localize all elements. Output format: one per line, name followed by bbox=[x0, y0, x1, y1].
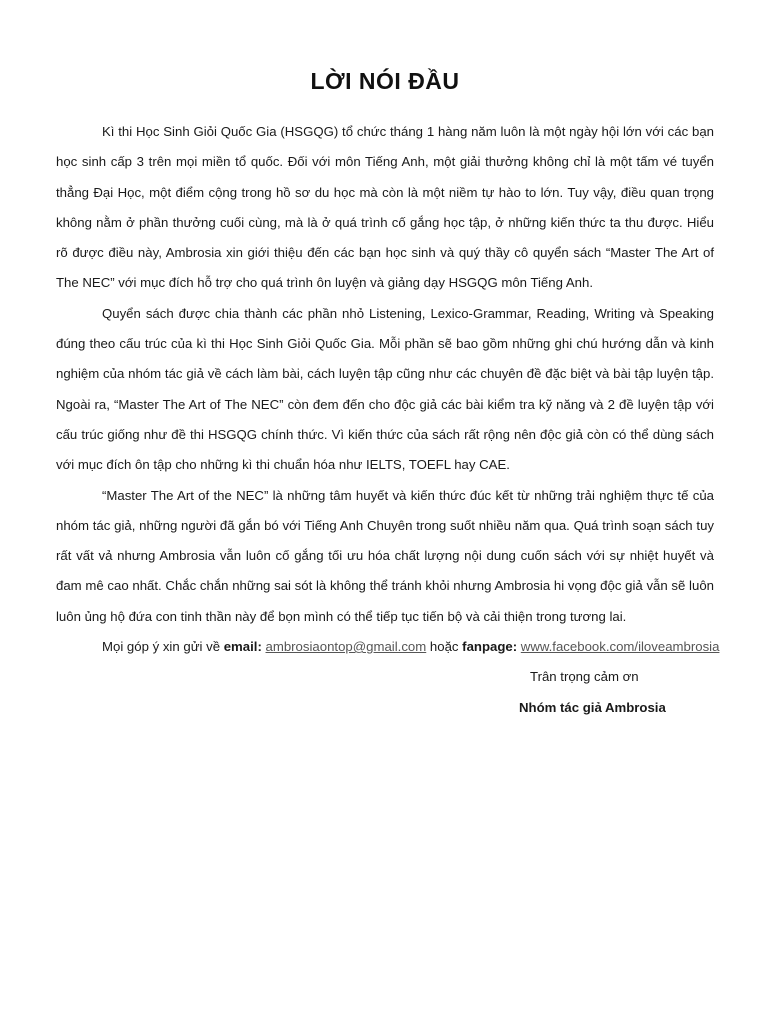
email-label: email: bbox=[223, 639, 262, 655]
author-signature: Nhóm tác giả Ambrosia bbox=[519, 699, 666, 715]
contact-connector: hoặc bbox=[426, 639, 463, 655]
contact-line bbox=[56, 632, 720, 662]
paragraph-structure: Quyển sách được chia thành các phần nhỏ Listening, Lexico-Grammar, Reading, Writing và Speaking đúng theo cấu trúc của kì thi Học Sinh Giỏi Quốc Gia. Mỗi phần sẽ bao gồm những ghi chú hướng dẫn và kinh nghiệm của nhóm tác giả về cách làm bài, cách luyện tập cũng như các chuyên đề đặc biệt và bài tập luyện tập. Ngoài ra, “Master The Art of The NEC” còn đem đến cho độc giả các bài kiểm tra kỹ năng và 2 đề luyện tập với cấu trúc giống như đề thi HSGQG chính thức. Vì kiến thức của sách rất rộng nên độc giả còn có thể dùng sách với mục đích ôn tập cho những kì thi chuẩn hóa như IELTS, TOEFL hay CAE. bbox=[56, 305, 714, 473]
contact-prefix: Mọi góp ý xin gửi về bbox=[102, 639, 224, 655]
paragraph-authors: “Master The Art of the NEC” là những tâm huyết và kiến thức đúc kết từ những trải nghiệm thực tế của nhóm tác giả, những người đã gắn bó với Tiếng Anh Chuyên trong suốt nhiều năm qua. Quá trình soạn sách tuy rất vất vả nhưng Ambrosia vẫn luôn cố gắng tối ưu hóa chất lượng nội dung cuốn sách với sự nhiệt huyết và đam mê cao nhất. Chắc chắn những sai sót là không thể tránh khỏi nhưng Ambrosia hi vọng độc giả vẫn sẽ luôn luôn ủng hộ đứa con tinh thần này để bọn mình có thể tiếp tục tiến bộ và cải thiện trong tương lai. bbox=[56, 487, 714, 624]
document-page bbox=[56, 68, 720, 723]
closing-thanks: Trân trọng cảm ơn bbox=[530, 669, 639, 685]
email-link[interactable]: ambrosiaontop@gmail.com bbox=[265, 639, 427, 655]
fanpage-label: fanpage: bbox=[462, 639, 518, 655]
paragraph-intro: Kì thi Học Sinh Giỏi Quốc Gia (HSGQG) tổ chức tháng 1 hàng năm luôn là một ngày hội lớn với các bạn học sinh cấp 3 trên mọi miền tổ quốc. Đối với môn Tiếng Anh, một giải thưởng không chỉ là một tấm vé tuyển thẳng Đại Học, một điểm cộng trong hồ sơ du học mà còn là một niềm tự hào to lớn. Tuy vậy, điều quan trọng không nằm ở phần thưởng cuối cùng, mà là ở quá trình cố gắng học tập, ở những kiến thức ta thu được. Hiểu rõ được điều này, Ambrosia xin giới thiệu đến các bạn học sinh và quý thầy cô quyển sách “Master The Art of The NEC” với mục đích hỗ trợ cho quá trình ôn luyện và giảng dạy HSGQG môn Tiếng Anh. bbox=[56, 124, 714, 291]
page-title: LỜI NÓI ĐẦU bbox=[310, 68, 460, 94]
fanpage-link[interactable]: www.facebook.com/iloveambrosia bbox=[520, 639, 720, 655]
